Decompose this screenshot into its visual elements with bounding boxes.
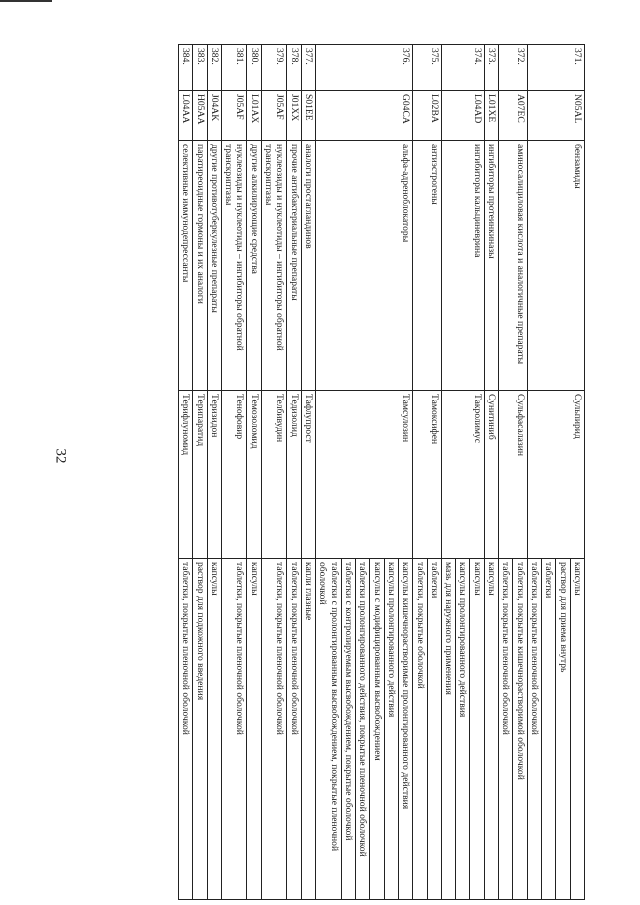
row-number-cell: 371. [527,45,584,91]
row-number-cell: 372. [499,45,528,91]
atc-code-cell: A07EC [499,91,528,141]
dosage-form-item: таблетки пролонгированного действия, покрытые пленочной оболочкой [356,559,370,899]
drug-name-cell: Тедизолид [287,391,301,559]
dosage-form-item: капсулы [471,562,483,596]
dosage-form-item: капсулы с модифицированным высвобождением [370,559,384,899]
table-row [484,45,498,900]
drug-name-cell: Такролимус [441,391,484,559]
atc-code-cell: G04CA [316,91,413,141]
dosage-form-item: таблетки, покрытые пленочной оболочкой [528,559,542,899]
drug-table-body [178,45,584,900]
row-number-cell: 377. [301,45,315,91]
table-row [261,45,287,900]
table-row [413,45,442,900]
atc-code-cell: J05AF [221,91,247,141]
dosage-form-item: таблетки, покрытые пленочной оболочкой [288,562,300,735]
dosage-form-item: мазь для наружного применения [442,559,456,899]
atc-code-cell: N05AL [527,91,584,141]
dosage-forms-cell [484,559,498,900]
atc-code-cell: L04AD [441,91,484,141]
page-number: 32 [52,448,69,464]
dosage-forms-cell [178,559,192,900]
dosage-form-item: таблетки, покрытые пленочной оболочкой [180,562,192,735]
dosage-form-item: таблетки [542,559,556,899]
dosage-forms-cell [287,559,301,900]
dosage-form-item: таблетки с контролируемым высвобождением, покрытые оболочкой [342,559,356,899]
atc-code-cell: L02BA [413,91,442,141]
atc-code-cell: S01EE [301,91,315,141]
top-rule [0,0,52,2]
atc-code-cell: J05AF [261,91,287,141]
row-number-cell: 373. [484,45,498,91]
dosage-form-item: раствор для приема внутрь [556,559,570,899]
drug-name-cell: Тамоксифен [413,391,442,559]
atc-code-cell: H05AA [193,91,207,141]
dosage-form-item: таблетки, покрытые кишечнорастворимой оболочкой [514,562,526,780]
pharmacological-group-cell: альфа-адреноблокаторы [316,141,413,391]
dosage-forms-cell [193,559,207,900]
drug-name-cell: Тамсулозин [316,391,413,559]
table-row [527,45,584,900]
pharmacological-group-cell: нуклеозиды и нуклеотиды – ингибиторы обратной транскриптазы [261,141,287,391]
row-number-cell: 380. [247,45,261,91]
pharmacological-group-cell: аминосалициловая кислота и аналогичные препараты [499,141,528,391]
pharmacological-group-cell: прочие антибактериальные препараты [287,141,301,391]
dosage-form-item: капли глазные [303,562,315,621]
pharmacological-group-cell: ингибиторы протеинкиназы [484,141,498,391]
pharmacological-group-cell: другие алкилирующие средства [247,141,261,391]
pharmacological-group-cell: паратиреоидные гормоны и их аналоги [193,141,207,391]
dosage-forms-cell [247,559,261,900]
dosage-forms-cell [261,559,287,900]
atc-code-cell: J01XX [287,91,301,141]
rotated-document-page [95,44,585,899]
row-number-cell: 374. [441,45,484,91]
dosage-form-item: капсулы кишечнорастворимые пролонгированного действия [400,562,412,810]
drug-name-cell: Тафлупрост [301,391,315,559]
pharmacological-group-cell: нуклеозиды и нуклеотиды – ингибиторы обратной транскриптазы [221,141,247,391]
atc-code-cell: L01AX [247,91,261,141]
dosage-forms-cell [316,559,413,900]
table-row [193,45,207,900]
table-row [247,45,261,900]
pharmacological-group-cell: антиэстрогены [413,141,442,391]
row-number-cell: 378. [287,45,301,91]
drug-name-cell: Сульфасалазин [499,391,528,559]
table-row [287,45,301,900]
atc-code-cell: L01XE [484,91,498,141]
atc-code-cell: L04AA [178,91,192,141]
drug-name-cell: Теризидон [207,391,221,559]
dosage-form-item: таблетки, покрытые пленочной оболочкой [499,559,513,899]
dosage-form-item: капсулы [248,562,260,596]
drug-name-cell: Терипаратид [193,391,207,559]
pharmacological-group-cell: другие противотуберкулезные препараты [207,141,221,391]
dosage-forms-cell [499,559,528,900]
drug-name-cell: Терифлуномид [178,391,192,559]
dosage-forms-cell [413,559,442,900]
drug-name-cell: Сульпирид [527,391,584,559]
pharmacological-group-cell: аналоги простагландинов [301,141,315,391]
row-number-cell: 382. [207,45,221,91]
drug-table [178,44,585,900]
dosage-form-item: таблетки, покрытые оболочкой [413,559,427,899]
dosage-form-item: капсулы [572,562,583,596]
table-row [499,45,528,900]
dosage-form-item: таблетки, покрытые пленочной оболочкой [274,562,286,735]
table-row [316,45,413,900]
dosage-form-item: капсулы [486,562,498,596]
dosage-form-item: таблетки с пролонгированным высвобождением, покрытые пленочной оболочкой [316,559,342,899]
table-row [178,45,192,900]
table-row [207,45,221,900]
row-number-cell: 381. [221,45,247,91]
dosage-form-item: таблетки [428,562,440,599]
row-number-cell: 376. [316,45,413,91]
drug-name-cell: Тенофовир [221,391,247,559]
drug-name-cell: Темозоломид [247,391,261,559]
dosage-forms-cell [301,559,315,900]
dosage-forms-cell [527,559,584,900]
dosage-form-item: капсулы пролонгированного действия [456,559,470,899]
atc-code-cell: J04AK [207,91,221,141]
pharmacological-group-cell: бензамиды [527,141,584,391]
table-row [441,45,484,900]
row-number-cell: 375. [413,45,442,91]
drug-name-cell: Сунитиниб [484,391,498,559]
row-number-cell: 384. [178,45,192,91]
dosage-forms-cell [221,559,247,900]
dosage-forms-cell [207,559,221,900]
row-number-cell: 383. [193,45,207,91]
row-number-cell: 379. [261,45,287,91]
dosage-form-item: таблетки, покрытые пленочной оболочкой [234,562,246,735]
pharmacological-group-cell: ингибиторы кальциневрина [441,141,484,391]
dosage-form-item: раствор для подкожного введения [194,562,206,701]
table-row [221,45,247,900]
dosage-forms-cell [441,559,484,900]
dosage-form-item: капсулы пролонгированного действия [385,559,399,899]
table-row [301,45,315,900]
drug-name-cell: Телбивудин [261,391,287,559]
pharmacological-group-cell: селективные иммунодепрессанты [178,141,192,391]
dosage-form-item: капсулы [208,562,220,596]
